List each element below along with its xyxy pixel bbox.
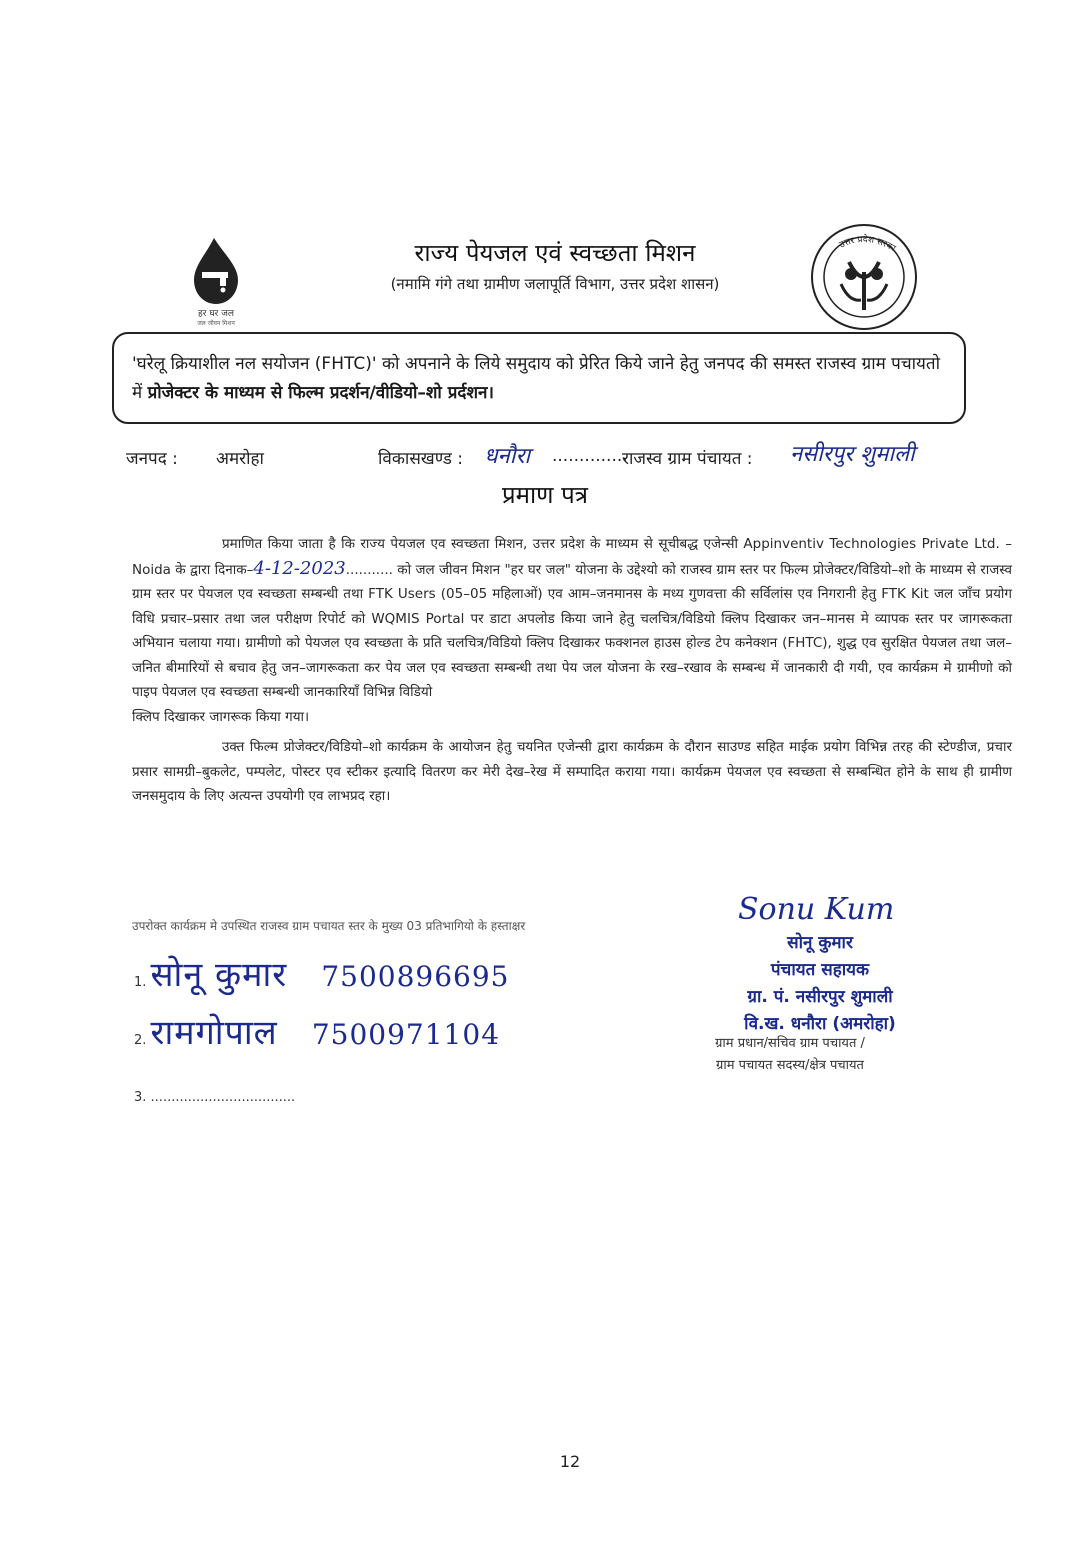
attendee-number: 3. xyxy=(134,1090,147,1105)
topic-text-normal: 'घरेलू क्रियाशील नल सयोजन (FHTC)' को अपनाने के लिये समुदाय को प्रेरित किये जाने हेतु जनपद की समस्त राजस्व ग्राम पचायतो में xyxy=(132,354,940,403)
block-label: विकासखण्ड : xyxy=(378,449,464,469)
para1-text-b: ........... को जल जीवन मिशन "हर घर जल" योजना के उद्देश्यो को राजस्व ग्राम स्तर पर फिल्म प्रोजेक्टर/विडियो–शो के माध्यम से राजस्व ग्राम स्तर पर पेयजल एव स्वच्छता सम्बन्धी तथा FTK Users (05–05 महिलाओं) एव आम–जनमानस के मध्य गुणवत्ता की सर्विलांस एव निगरानी हेतु FTK Kit जल जाँच प्रयोग विधि प्रचार–प्रसार तथा जल परीक्षण रिपोर्ट को WQMIS Portal पर डाटा अपलोड किया जाने हेतु चलचित्र/विडियो क्लिप दिखाकर जन–मानस मे व्यापक स्तर पर जागरूकता अभियान चलाया गया। ग्रामीणो को पेयजल एव स्वच्छता के प्रति चलचित्र/विडियो क्लिप दिखाकर फक्शनल हाउस होल्ड टेप कनेक्शन (FHTC), शुद्ध एव सुरक्षित पेयजल तथा जल–जनित बीमारियों से बचाव हेतु जन–जागरूकता कर पेय जल एव स्वच्छता सम्बन्धी तथा पेय जल योजना के रख–रखाव के सम्बन्ध में जानकारी दी गयी, एव कार्यक्रम मे ग्रामीणो को पाइप पेयजल एव स्वच्छता सम्बन्धी जानकारियाँ विभिन्न विडियो xyxy=(132,561,1012,700)
attendee-phone: 7500971104 xyxy=(311,1018,501,1051)
panchayat-label: राजस्व ग्राम पंचायत : xyxy=(622,449,753,469)
attendee-row-2 xyxy=(134,1008,500,1054)
attendee-dots: ................................... xyxy=(150,1090,296,1105)
attendee-row-1 xyxy=(134,950,509,996)
district-value: अमरोहा xyxy=(216,449,264,469)
stamp-line-panchayat: ग्रा. पं. नसीरपुर शुमाली xyxy=(747,987,893,1007)
stamp-line-block: वि.ख. धनौरा (अमरोहा) xyxy=(744,1014,896,1034)
body-paragraph-1 xyxy=(132,532,1012,705)
stamp-line-designation: पंचायत सहायक xyxy=(770,960,870,980)
panchayat-value: नसीरपुर शुमाली xyxy=(790,442,915,467)
attendees-heading: उपरोक्त कार्यक्रम मे उपस्थित राजस्व ग्राम पचायत स्तर के मुख्य 03 प्रतिभागियो के हस्ताक्षर xyxy=(132,919,526,933)
signer-role-line-1: ग्राम प्रधान/सचिव ग्राम पचायत / xyxy=(715,1036,865,1051)
certificate-title: प्रमाण पत्र xyxy=(501,481,589,509)
topic-text-bold: प्रोजेक्टर के माध्यम से फिल्म प्रदर्शन/वीडियो–शो प्रर्दशन। xyxy=(147,383,494,403)
attendee-phone: 7500896695 xyxy=(321,960,510,993)
attendee-row-3 xyxy=(134,1090,295,1105)
document-subtitle: (नमामि गंगे तथा ग्रामीण जलापूर्ति विभाग, उत्तर प्रदेश शासन) xyxy=(390,275,720,293)
body-paragraph-2 xyxy=(132,735,1012,809)
handwritten-signature: Sonu Kum xyxy=(738,892,895,927)
logo-text: हर घर जल xyxy=(198,309,234,319)
para1-text-c: क्लिप दिखाकर जागरूक किया गया। xyxy=(132,708,310,725)
attendee-number: 1. xyxy=(134,975,147,990)
document-title: राज्य पेयजल एवं स्वच्छता मिशन xyxy=(414,239,696,267)
attendee-name: सोनू कुमार xyxy=(150,955,288,995)
topic-statement xyxy=(132,350,952,408)
attendee-number: 2. xyxy=(134,1033,147,1048)
har-ghar-jal-logo xyxy=(176,232,280,327)
block-value: धनौरा xyxy=(484,444,531,469)
signer-role xyxy=(660,1033,920,1077)
para1-text-a: प्रमाणित किया जाता है कि राज्य पेयजल एव स्वच्छता मिशन, उत्तर प्रदेश के माध्यम से सूचीबद्ध एजेन्सी Appinventiv Technologies Private Ltd. – Noida के द्वारा दिनाक– xyxy=(132,536,1012,578)
stamp-line-name: सोनू कुमार xyxy=(787,933,853,953)
district-label: जनपद : xyxy=(126,449,178,469)
attendee-name: रामगोपाल xyxy=(150,1013,278,1053)
event-date: 4-12-2023 xyxy=(253,557,346,579)
block-dots: .............. xyxy=(552,446,628,466)
page-number: 12 xyxy=(559,1452,581,1471)
certificate-body xyxy=(132,532,1012,809)
official-stamp xyxy=(700,930,940,1038)
logo-subtext: जल जीवन मिशन xyxy=(197,320,235,327)
emblem-text: उत्तर प्रदेश सरका xyxy=(837,234,898,255)
para2-text: उक्त फिल्म प्रोजेक्टर/विडियो–शो कार्यक्रम के आयोजन हेतु चयनित एजेन्सी द्वारा कार्यक्रम के दौरान साउण्ड सहित माईक प्रयोग विभिन्न तरह की स्टेण्डीज, प्रचार प्रसार सामग्री–बुकलेट, पम्पलेट, पोस्टर एव स्टीकर इत्यादि वितरण कर मेरी देख–रेख में सम्पादित कराया गया। कार्यक्रम पेयजल एव स्वच्छता से सम्बन्धित होने के साथ ही ग्रामीण जनसमुदाय के लिए अत्यन्त उपयोगी एव लाभप्रद रहा। xyxy=(132,739,1012,804)
signer-role-line-2: ग्राम पचायत सदस्य/क्षेत्र पचायत xyxy=(716,1058,864,1073)
up-government-emblem xyxy=(809,222,919,332)
